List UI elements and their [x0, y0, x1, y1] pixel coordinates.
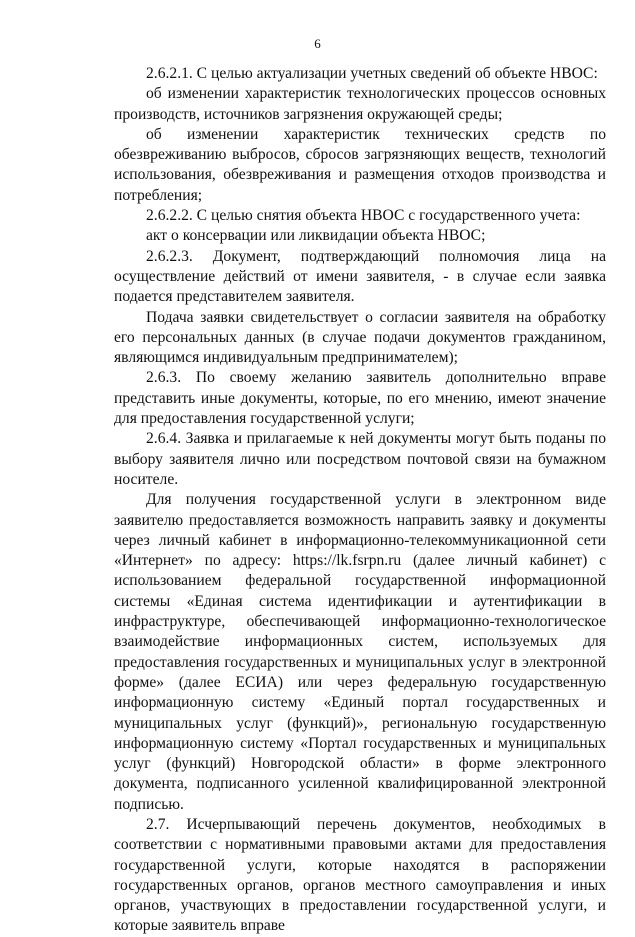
document-body: [114, 64, 606, 937]
paragraph-change-processes: об изменении характеристик технологических процессов основных производств, источников загрязнения окружающей среды;: [114, 85, 606, 123]
paragraph-2-6-4: 2.6.4. Заявка и прилагаемые к ней документы могут быть поданы по выбору заявителя лично или посредством почтовой связи на бумажном носителе.: [114, 430, 606, 488]
paragraph-consent: Подача заявки свидетельствует о согласии заявителя на обработку его персональных данных (в случае подачи документов гражданином, являющимся индивидуальным предпринимателем);: [114, 308, 606, 367]
paragraph-change-equipment: об изменении характеристик технических средств по обезвреживанию выбросов, сбросов загрязняющих веществ, технологий использования, обезвреживания и размещения отходов производства и потребления;: [114, 125, 606, 204]
paragraph-2-6-2-2: 2.6.2.2. С целью снятия объекта НВОС с государственного учета:: [146, 207, 581, 225]
paragraph-2-6-2-3: 2.6.2.3. Документ, подтверждающий полномочия лица на осуществление действий от имени заявителя, - в случае если заявка подается представителем заявителя.: [114, 247, 606, 306]
paragraph-electronic-submission: Для получения государственной услуги в электронном виде заявителю предоставляется возможность направить заявку и документы через личный кабинет в информационно-телекоммуникационной сети «Интернет» по адресу: https://lk.fsrpn.ru (далее личный кабинет) с использованием федеральной государственной информационной системы «Единая система идентификации и аутентификации в инфраструктуре, обеспечивающей информационно-технологическое взаимодействие информационных систем, используемых для предоставления государственных и муниципальных услуг в электронной форме» (далее ЕСИА) или через федеральную государственную информационную систему «Единый портал государственных и муниципальных услуг (функций)», региональную государственную информационную систему «Портал государственных и муниципальных услуг (функций) Новгородской области» в форме электронного документа, подписанного усиленной квалифицированной электронной подписью.: [114, 491, 606, 813]
paragraph-2-6-3: 2.6.3. По своему желанию заявитель дополнительно вправе представить иные документы, которые, по его мнению, имеют значение для предоставления государственной услуги;: [114, 369, 606, 428]
paragraph-2-6-2-1: 2.6.2.1. С целью актуализации учетных сведений об объекте НВОС:: [146, 65, 598, 82]
page-number: 6: [314, 36, 321, 51]
paragraph-conservation-act: акт о консервации или ликвидации объекта НВОС;: [146, 227, 486, 245]
paragraph-2-7: 2.7. Исчерпывающий перечень документов, необходимых в соответствии с нормативными правовыми актами для предоставления государственной услуги, которые находятся в распоряжении государственных органов, органов местного самоуправления и иных органов, участвующих в предоставлении государственной услуги, и которые заявитель вправе: [114, 815, 606, 935]
